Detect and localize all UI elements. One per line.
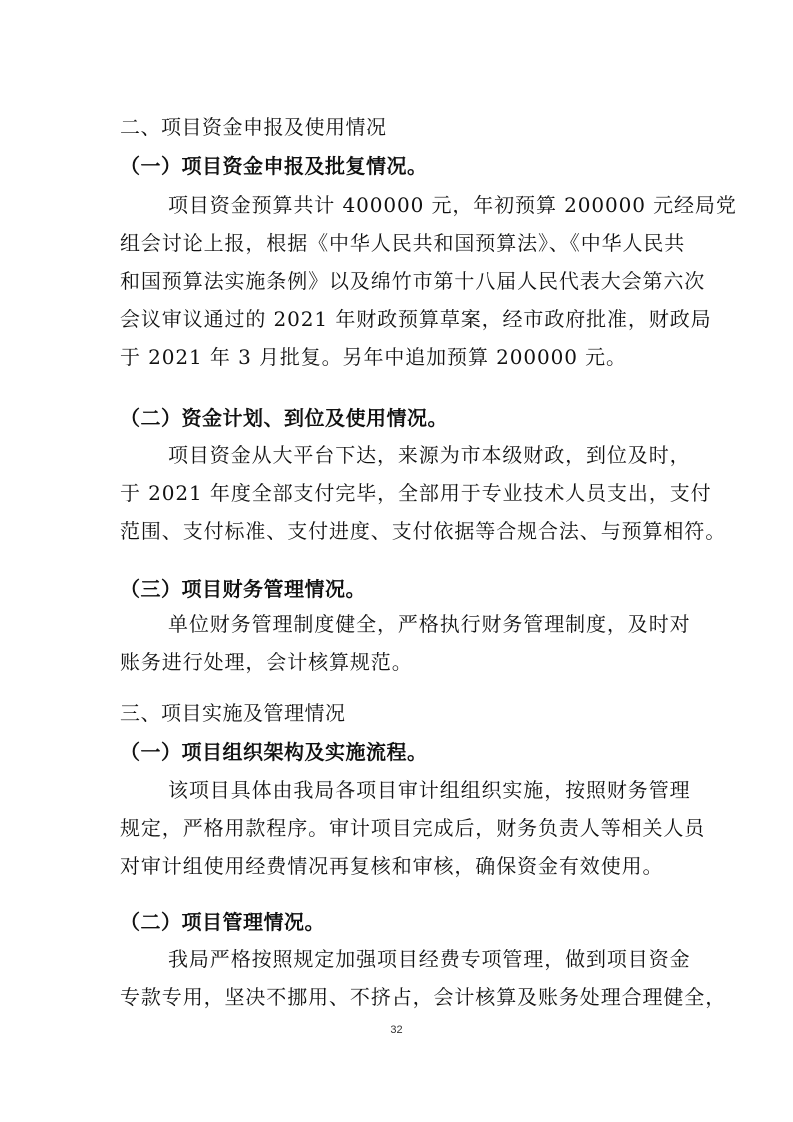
section-2-3-title: （三）项目财务管理情况。 xyxy=(120,577,366,601)
paragraph-line: 于 2021 年 3 月批复。另年中追加预算 200000 元。 xyxy=(120,345,627,369)
section-2-1-heading xyxy=(120,147,680,185)
section-3-2-paragraph xyxy=(120,940,727,1016)
section-2-2-title: （二）资金计划、到位及使用情况。 xyxy=(120,406,448,430)
section-2-title: 二、项目资金申报及使用情况 xyxy=(120,115,387,139)
paragraph-line: 项目资金从大平台下达，来源为市本级财政，到位及时， xyxy=(168,443,691,467)
section-3-1-title: （一）项目组织架构及实施流程。 xyxy=(120,740,428,764)
paragraph-line: 单位财务管理制度健全，严格执行财务管理制度，及时对 xyxy=(168,612,691,636)
section-2-3-paragraph xyxy=(120,605,691,681)
paragraph-line: 我局严格按照规定加强项目经费专项管理，做到项目资金 xyxy=(168,947,691,971)
paragraph-line: 组会讨论上报，根据《中华人民共和国预算法》、《中华人民共 xyxy=(120,231,686,255)
section-2-2-heading xyxy=(120,399,680,437)
section-2-2-paragraph xyxy=(120,436,727,550)
section-3-2-title: （二）项目管理情况。 xyxy=(120,910,325,934)
page-number: 32 xyxy=(390,1024,403,1036)
paragraph-line: 会议审议通过的 2021 年财政预算草案，经市政府批准，财政局 xyxy=(120,307,712,331)
section-3-heading xyxy=(120,694,680,732)
paragraph-line: 对审计组使用经费情况再复核和审核，确保资金有效使用。 xyxy=(120,854,664,878)
section-2-3-heading xyxy=(120,570,680,608)
section-3-title: 三、项目实施及管理情况 xyxy=(120,701,346,725)
paragraph-line: 范围、支付标准、支付进度、支付依据等合规合法、与预算相符。 xyxy=(120,519,727,543)
paragraph-line: 和国预算法实施条例》以及绵竹市第十八届人民代表大会第六次 xyxy=(120,269,706,293)
paragraph-line: 专款专用，坚决不挪用、不挤占，会计核算及账务处理合理健全， xyxy=(120,985,727,1009)
section-2-heading xyxy=(120,108,680,146)
paragraph-line: 于 2021 年度全部支付完毕，全部用于专业技术人员支出，支付 xyxy=(120,481,712,505)
section-3-2-heading xyxy=(120,903,680,941)
paragraph-line: 该项目具体由我局各项目审计组组织实施，按照财务管理 xyxy=(168,778,691,802)
section-3-1-paragraph xyxy=(120,771,706,885)
paragraph-line: 项目资金预算共计 400000 元，年初预算 200000 元经局党 xyxy=(168,193,737,217)
section-3-1-heading xyxy=(120,733,680,771)
paragraph-line: 规定，严格用款程序。审计项目完成后，财务负责人等相关人员 xyxy=(120,816,706,840)
paragraph-line: 账务进行处理，会计核算规范。 xyxy=(120,650,413,674)
section-2-1-title: （一）项目资金申报及批复情况。 xyxy=(120,154,428,178)
section-2-1-paragraph xyxy=(120,186,737,376)
